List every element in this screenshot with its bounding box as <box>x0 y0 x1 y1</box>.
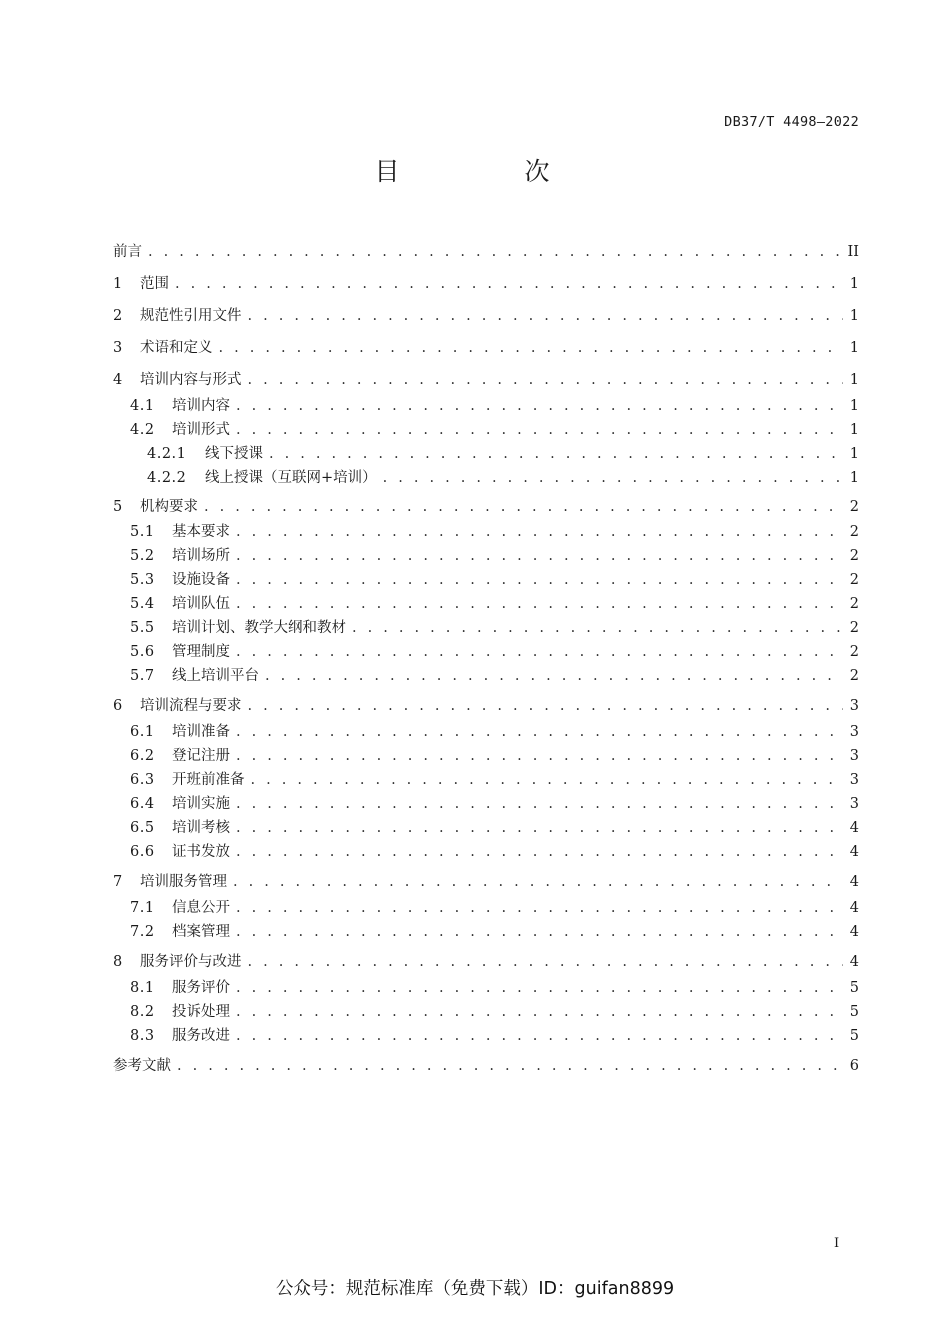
toc-entry-page: 4 <box>849 900 859 916</box>
toc-entry-page: 3 <box>849 772 859 788</box>
toc-entry[interactable] <box>113 396 859 416</box>
toc-dot-leader <box>236 1002 843 1022</box>
toc-entry[interactable] <box>113 696 859 716</box>
toc-entry-label: 规范性引用文件 <box>140 308 242 324</box>
toc-dot-leader <box>236 722 843 742</box>
toc-entry[interactable] <box>113 420 859 440</box>
toc-entry-page: 6 <box>849 1058 859 1074</box>
toc-entry-label: 培训场所 <box>172 548 230 564</box>
toc-entry[interactable] <box>113 306 859 326</box>
toc-entry[interactable] <box>113 1026 859 1046</box>
toc-entry[interactable] <box>113 722 859 742</box>
toc-entry-page: 2 <box>849 644 859 660</box>
toc-entry-page: 3 <box>849 698 859 714</box>
toc-entry-number: 6.5 <box>130 820 155 836</box>
toc-entry-label: 参考文献 <box>113 1058 171 1074</box>
toc-entry-label: 信息公开 <box>172 900 230 916</box>
toc-entry-number: 3 <box>113 340 123 356</box>
watermark-text: 公众号：规范标准库（免费下载）ID：guifan8899 <box>275 1279 675 1299</box>
toc-entry[interactable] <box>113 642 859 662</box>
toc-entry-page: 1 <box>849 308 859 324</box>
toc-dot-leader <box>236 746 843 766</box>
toc-dot-leader <box>383 468 843 488</box>
toc-entry-number: 6.1 <box>130 724 155 740</box>
page-number: I <box>834 1236 840 1251</box>
toc-dot-leader <box>248 952 844 972</box>
toc-entry-label: 培训流程与要求 <box>140 698 242 714</box>
toc-entry-page: 2 <box>849 572 859 588</box>
toc-dot-leader <box>233 872 843 892</box>
toc-entry-page: 2 <box>849 668 859 684</box>
toc-entry-page: 5 <box>849 1028 859 1044</box>
toc-entry-page: 1 <box>849 470 859 486</box>
toc-dot-leader <box>177 1056 843 1076</box>
toc-entry-page: 3 <box>849 748 859 764</box>
toc-entry[interactable] <box>113 794 859 814</box>
toc-entry[interactable] <box>113 468 859 488</box>
toc-entry-label: 前言 <box>113 244 142 260</box>
toc-entry-page: 1 <box>849 276 859 292</box>
toc-entry-label: 培训考核 <box>172 820 230 836</box>
toc-dot-leader <box>236 794 843 814</box>
toc-entry-label: 线下授课 <box>205 446 263 462</box>
toc-entry[interactable] <box>113 842 859 862</box>
toc-entry-number: 8.2 <box>130 1004 155 1020</box>
toc-entry-number: 4 <box>113 372 123 388</box>
toc-entry-number: 6.6 <box>130 844 155 860</box>
toc-entry-page: 5 <box>849 1004 859 1020</box>
toc-dot-leader <box>352 618 843 638</box>
toc-dot-leader <box>236 546 843 566</box>
toc-entry-label: 线上培训平台 <box>172 668 259 684</box>
toc-entry-number: 6.2 <box>130 748 155 764</box>
toc-entry[interactable] <box>113 618 859 638</box>
toc-entry[interactable] <box>113 872 859 892</box>
toc-entry-page: 2 <box>849 524 859 540</box>
toc-dot-leader <box>248 306 844 326</box>
toc-entry-label: 证书发放 <box>172 844 230 860</box>
toc-dot-leader <box>148 242 842 262</box>
toc-entry-number: 4.2 <box>130 422 155 438</box>
toc-entry-number: 7 <box>113 874 123 890</box>
toc-entry-label: 投诉处理 <box>172 1004 230 1020</box>
toc-entry[interactable] <box>113 370 859 390</box>
toc-entry-number: 5.3 <box>130 572 155 588</box>
toc-entry-number: 1 <box>113 276 123 292</box>
toc-entry-label: 培训形式 <box>172 422 230 438</box>
toc-entry-label: 培训内容与形式 <box>140 372 242 388</box>
toc-dot-leader <box>236 396 843 416</box>
toc-entry-number: 6.4 <box>130 796 155 812</box>
toc-dot-leader <box>265 666 843 686</box>
toc-dot-leader <box>236 420 843 440</box>
toc-entry[interactable] <box>113 770 859 790</box>
toc-entry[interactable] <box>113 746 859 766</box>
toc-entry-label: 培训服务管理 <box>140 874 227 890</box>
toc-entry-number: 5.1 <box>130 524 155 540</box>
toc-entry-page: 2 <box>849 499 859 515</box>
toc-entry[interactable] <box>113 338 859 358</box>
toc-entry-page: 2 <box>849 620 859 636</box>
toc-entry[interactable] <box>113 444 859 464</box>
toc-entry-number: 7.1 <box>130 900 155 916</box>
toc-entry-number: 6.3 <box>130 772 155 788</box>
toc-entry-page: 4 <box>849 820 859 836</box>
toc-dot-leader <box>236 594 843 614</box>
toc-entry-page: 5 <box>849 980 859 996</box>
toc-entry[interactable] <box>113 1056 859 1076</box>
toc-entry-number: 5.4 <box>130 596 155 612</box>
toc-dot-leader <box>236 1026 843 1046</box>
toc-entry-label: 培训实施 <box>172 796 230 812</box>
toc-entry-number: 4.2.1 <box>147 446 187 462</box>
toc-entry[interactable] <box>113 497 859 517</box>
toc-entry-number: 8.3 <box>130 1028 155 1044</box>
toc-entry-page: 4 <box>849 954 859 970</box>
toc-dot-leader <box>251 770 844 790</box>
toc-entry-label: 服务评价与改进 <box>140 954 242 970</box>
toc-entry-label: 培训准备 <box>172 724 230 740</box>
toc-entry[interactable] <box>113 242 859 262</box>
toc-entry-page: 3 <box>849 796 859 812</box>
toc-entry-label: 基本要求 <box>172 524 230 540</box>
toc-entry-number: 5.6 <box>130 644 155 660</box>
toc-entry-number: 5 <box>113 499 123 515</box>
toc-entry-number: 7.2 <box>130 924 155 940</box>
toc-entry-label: 开班前准备 <box>172 772 245 788</box>
toc-entry-page: 2 <box>849 548 859 564</box>
toc-entry-page: 1 <box>849 398 859 414</box>
toc-entry-number: 6 <box>113 698 123 714</box>
toc-entry-page: 1 <box>849 446 859 462</box>
toc-entry-label: 登记注册 <box>172 748 230 764</box>
toc-dot-leader <box>236 522 843 542</box>
toc-entry[interactable] <box>113 274 859 294</box>
toc-entry-label: 培训队伍 <box>172 596 230 612</box>
toc-entry-number: 4.2.2 <box>147 470 187 486</box>
toc-entry[interactable] <box>113 666 859 686</box>
toc-entry-label: 线上授课（互联网+培训） <box>205 470 377 486</box>
toc-entry-label: 培训计划、教学大纲和教材 <box>172 620 346 636</box>
toc-dot-leader <box>236 818 843 838</box>
toc-entry-label: 术语和定义 <box>140 340 213 356</box>
toc-entry-number: 8.1 <box>130 980 155 996</box>
toc-entry[interactable] <box>113 978 859 998</box>
toc-entry-number: 5.2 <box>130 548 155 564</box>
toc-dot-leader <box>219 338 844 358</box>
toc-entry-number: 8 <box>113 954 123 970</box>
toc-entry[interactable] <box>113 1002 859 1022</box>
toc-entry-page: 4 <box>849 924 859 940</box>
toc-entry-label: 机构要求 <box>140 499 198 515</box>
toc-entry-page: 1 <box>849 372 859 388</box>
toc-entry-page: 1 <box>849 422 859 438</box>
toc-entry-label: 管理制度 <box>172 644 230 660</box>
toc-entry-page: 4 <box>849 844 859 860</box>
toc-entry-page: 2 <box>849 596 859 612</box>
toc-entry-number: 5.5 <box>130 620 155 636</box>
toc-entry-page: 4 <box>849 874 859 890</box>
toc-entry-label: 档案管理 <box>172 924 230 940</box>
toc-entry[interactable] <box>113 898 859 918</box>
toc-dot-leader <box>204 497 843 517</box>
toc-entry[interactable] <box>113 922 859 942</box>
toc-dot-leader <box>236 922 843 942</box>
toc-entry-page: 1 <box>849 340 859 356</box>
toc-entry[interactable] <box>113 570 859 590</box>
toc-dot-leader <box>236 842 843 862</box>
toc-dot-leader <box>248 696 844 716</box>
document-code: DB37/T 4498—2022 <box>724 114 859 130</box>
toc-entry[interactable] <box>113 818 859 838</box>
toc-entry-label: 服务评价 <box>172 980 230 996</box>
toc-dot-leader <box>175 274 843 294</box>
toc-entry[interactable] <box>113 546 859 566</box>
toc-entry[interactable] <box>113 594 859 614</box>
toc-entry-label: 培训内容 <box>172 398 230 414</box>
toc-dot-leader <box>248 370 844 390</box>
toc-entry-number: 4.1 <box>130 398 155 414</box>
toc-dot-leader <box>236 978 843 998</box>
toc-entry-label: 服务改进 <box>172 1028 230 1044</box>
page-title: 目 次 <box>374 157 600 186</box>
toc-entry-page: 3 <box>849 724 859 740</box>
toc-entry-label: 范围 <box>140 276 169 292</box>
toc-entry-number: 5.7 <box>130 668 155 684</box>
toc-dot-leader <box>236 898 843 918</box>
toc-dot-leader <box>236 570 843 590</box>
toc-entry[interactable] <box>113 522 859 542</box>
toc-entry-page: II <box>847 244 859 260</box>
toc-dot-leader <box>269 444 843 464</box>
toc-entry-number: 2 <box>113 308 123 324</box>
toc-entry[interactable] <box>113 952 859 972</box>
toc-dot-leader <box>236 642 843 662</box>
toc-entry-label: 设施设备 <box>172 572 230 588</box>
